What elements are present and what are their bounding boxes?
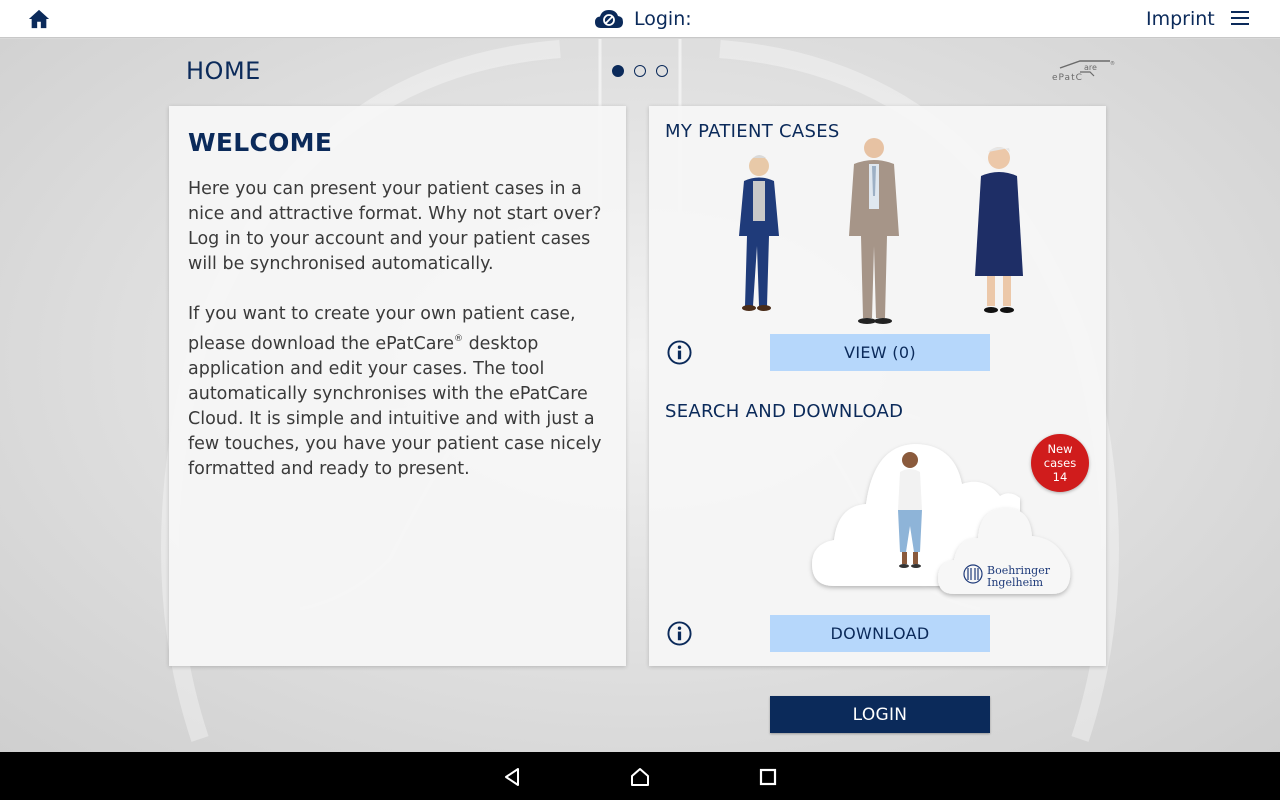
- svg-text:®: ®: [1110, 61, 1115, 67]
- info-icon[interactable]: [667, 621, 692, 646]
- welcome-title: WELCOME: [188, 128, 333, 157]
- search-and-download-title: SEARCH AND DOWNLOAD: [665, 401, 904, 422]
- home-icon[interactable]: [28, 8, 50, 30]
- page-indicator: [612, 65, 668, 77]
- new-cases-badge: [1031, 434, 1089, 492]
- system-navigation-bar: [0, 752, 1280, 800]
- welcome-panel: [169, 106, 626, 666]
- welcome-paragraph-2: [188, 302, 618, 482]
- welcome-paragraph-1: Here you can present your patient cases in a nice and attractive format. Why not start over? Log in to your account and your patient cases will be synchronised automatically.: [188, 179, 602, 274]
- view-cases-button[interactable]: VIEW (0): [770, 334, 990, 371]
- imprint-link[interactable]: Imprint: [1146, 8, 1215, 30]
- svg-text:ePatC: ePatC: [1052, 73, 1083, 83]
- patient-cases-panel: [649, 106, 1106, 666]
- badge-line-2: cases: [1043, 456, 1077, 470]
- badge-count: 14: [1052, 470, 1068, 484]
- patient-figure-woman-dress: [975, 147, 1023, 313]
- cloud-offline-icon: [594, 8, 624, 30]
- page-title: HOME: [186, 57, 261, 85]
- badge-line-1: New: [1047, 442, 1073, 456]
- welcome-paragraph-2-start: If you want to create your own patient case, please download the ePatCare: [188, 304, 576, 354]
- hamburger-menu-icon[interactable]: [1231, 11, 1249, 27]
- page-dot-2[interactable]: [634, 65, 646, 77]
- recent-apps-icon[interactable]: [757, 766, 779, 788]
- home-outline-icon[interactable]: [629, 766, 651, 788]
- download-button[interactable]: DOWNLOAD: [770, 615, 990, 652]
- company-logo-text-1: Boehringer: [987, 564, 1050, 577]
- patient-figure-woman-suit: [739, 155, 779, 311]
- page-dot-3[interactable]: [656, 65, 668, 77]
- patient-figures-image: [709, 136, 1089, 326]
- my-patient-cases-title: MY PATIENT CASES: [665, 121, 840, 142]
- svg-text:are: are: [1084, 63, 1097, 72]
- login-button[interactable]: LOGIN: [770, 696, 990, 733]
- epatcare-logo: [1050, 58, 1116, 84]
- page-dot-1[interactable]: [612, 65, 624, 77]
- top-bar: [0, 0, 1280, 38]
- patient-figure-man-suit: [849, 138, 899, 324]
- company-logo-text-2: Ingelheim: [987, 576, 1044, 589]
- back-icon[interactable]: [501, 766, 523, 788]
- registered-mark: ®: [454, 334, 464, 344]
- login-status[interactable]: [594, 6, 692, 32]
- welcome-paragraph-2-end: desktop application and edit your cases. The tool automatically synchronises with the ePatCare Cloud. It is simple and intuitive and with just a few touches, you have your patient case nicely formatted and ready to present.: [188, 334, 602, 479]
- info-icon[interactable]: [667, 340, 692, 365]
- login-label: Login:: [634, 8, 692, 30]
